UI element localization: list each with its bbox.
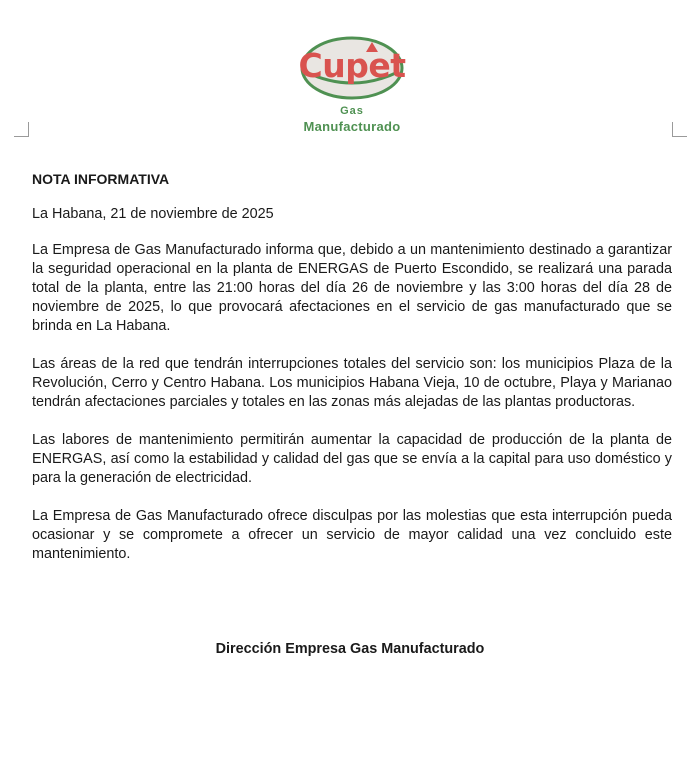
margin-corner-right (672, 122, 687, 137)
paragraph-2: Las áreas de la red que tendrán interrupciones totales del servicio son: los municipios Plaza de la Revolución, Cerro y Centro Habana. Los municipios Habana Vieja, 10 de octubre, Playa y Marianao tendrán afectaciones parciales y totales en las zonas más alejadas de las plantas productoras. (32, 356, 672, 410)
paragraph-4: La Empresa de Gas Manufacturado ofrece disculpas por las molestias que esta interrupción pueda ocasionar y se compromete a ofrecer un servicio de mayor calidad una vez concluido este mantenimiento. (32, 508, 672, 562)
logo-gas-text: Gas (340, 105, 364, 117)
paragraph-3: Las labores de mantenimiento permitirán aumentar la capacidad de producción de la planta de ENERGAS, así como la estabilidad y calidad del gas que se envía a la capital para uso doméstico y para la generación de electricidad. (32, 432, 672, 486)
margin-corner-left (14, 122, 29, 137)
paragraph-1: La Empresa de Gas Manufacturado informa que, debido a un mantenimiento destinado a garantizar la seguridad operacional en la planta de ENERGAS de Puerto Escondido, se realizará una parada total de la planta, entre las 21:00 horas del día 26 de noviembre y las 3:00 horas del día 28 de noviembre de 2025, lo que provocará afectaciones en el servicio de gas manufacturado que se brinda en La Habana. (32, 242, 672, 334)
logo-manufacturado-text: Manufacturado (303, 119, 401, 134)
document-date: La Habana, 21 de noviembre de 2025 (32, 206, 274, 222)
logo-brand-text: Cupet (298, 46, 406, 85)
document-body (32, 170, 672, 583)
cupet-logo (296, 34, 408, 138)
document-signature: Dirección Empresa Gas Manufacturado (215, 641, 485, 657)
document-heading: NOTA INFORMATIVA (32, 171, 170, 187)
